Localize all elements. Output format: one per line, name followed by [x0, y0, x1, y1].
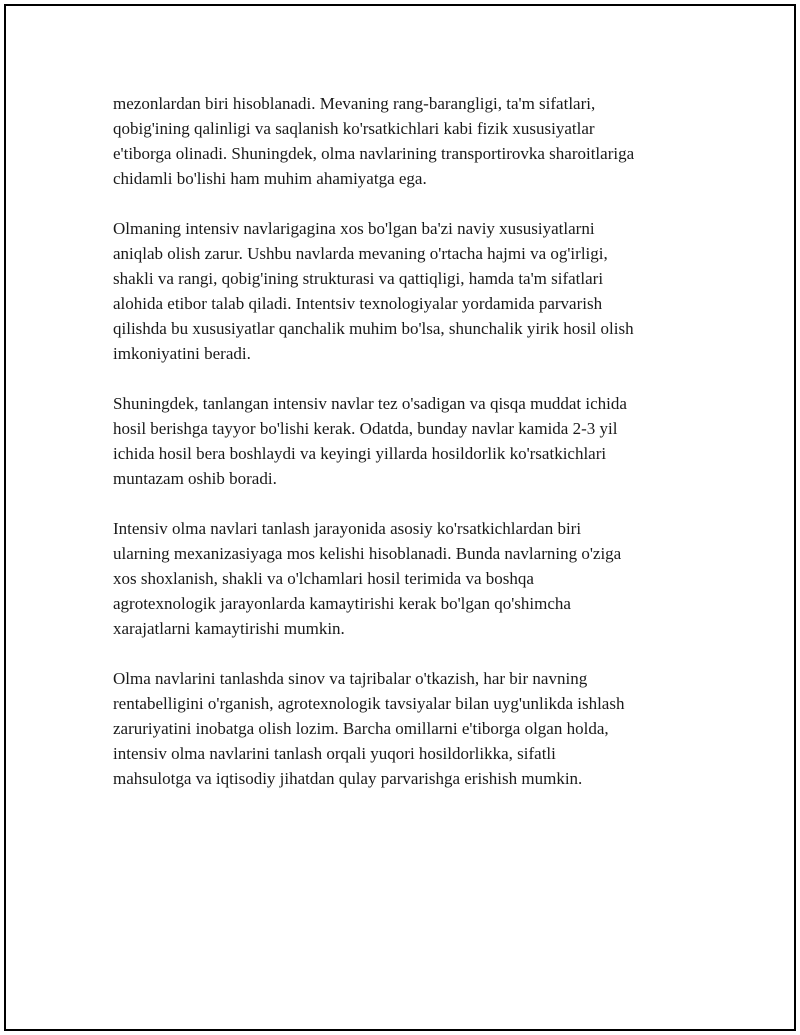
paragraph-line: qilishda bu xususiyatlar qanchalik muhim bo'lsa, shunchalik yirik hosil olish: [113, 319, 634, 338]
paragraph-line: agrotexnologik jarayonlarda kamaytirishi kerak bo'lgan qo'shimcha: [113, 594, 571, 613]
paragraph-line: aniqlab olish zarur. Ushbu navlarda mevaning o'rtacha hajmi va og'irligi,: [113, 244, 608, 263]
document-body: [113, 91, 693, 816]
paragraph-line: zaruriyatini inobatga olish lozim. Barcha omillarni e'tiborga olgan holda,: [113, 719, 609, 738]
paragraph-line: intensiv olma navlarini tanlash orqali yuqori hosildorlikka, sifatli: [113, 744, 556, 763]
paragraph-line: qobig'ining qalinligi va saqlanish ko'rsatkichlari kabi fizik xususiyatlar: [113, 119, 595, 138]
paragraph-line: ularning mexanizasiyaga mos kelishi hisoblanadi. Bunda navlarning o'ziga: [113, 544, 622, 563]
paragraph-line: alohida etibor talab qiladi. Intentsiv texnologiyalar yordamida parvarish: [113, 294, 603, 313]
paragraph-4: [113, 516, 693, 641]
paragraph-line: mahsulotga va iqtisodiy jihatdan qulay parvarishga erishish mumkin.: [113, 769, 583, 788]
paragraph-line: hosil berishga tayyor bo'lishi kerak. Odatda, bunday navlar kamida 2-3 yil: [113, 419, 618, 438]
paragraph-3: [113, 391, 693, 491]
paragraph-line: rentabelligini o'rganish, agrotexnologik tavsiyalar bilan uyg'unlikda ishlash: [113, 694, 625, 713]
paragraph-line: mezonlardan biri hisoblanadi. Mevaning rang-barangligi, ta'm sifatlari,: [113, 94, 596, 113]
paragraph-line: ichida hosil bera boshlaydi va keyingi yillarda hosildorlik ko'rsatkichlari: [113, 444, 607, 463]
paragraph-line: muntazam oshib boradi.: [113, 469, 277, 488]
paragraph-line: chidamli bo'lishi ham muhim ahamiyatga ega.: [113, 169, 427, 188]
paragraph-line: xarajatlarni kamaytirishi mumkin.: [113, 619, 345, 638]
paragraph-line: Intensiv olma navlari tanlash jarayonida asosiy ko'rsatkichlardan biri: [113, 519, 582, 538]
paragraph-2: [113, 216, 693, 366]
paragraph-line: e'tiborga olinadi. Shuningdek, olma navlarining transportirovka sharoitlariga: [113, 144, 635, 163]
paragraph-line: Shuningdek, tanlangan intensiv navlar tez o'sadigan va qisqa muddat ichida: [113, 394, 627, 413]
paragraph-line: xos shoxlanish, shakli va o'lchamlari hosil terimida va boshqa: [113, 569, 534, 588]
paragraph-line: imkoniyatini beradi.: [113, 344, 251, 363]
paragraph-line: shakli va rangi, qobig'ining strukturasi va qattiqligi, hamda ta'm sifatlari: [113, 269, 604, 288]
paragraph-line: Olmaning intensiv navlarigagina xos bo'lgan ba'zi naviy xususiyatlarni: [113, 219, 595, 238]
paragraph-line: Olma navlarini tanlashda sinov va tajribalar o'tkazish, har bir navning: [113, 669, 588, 688]
paragraph-5: [113, 666, 693, 791]
paragraph-1: [113, 91, 693, 191]
